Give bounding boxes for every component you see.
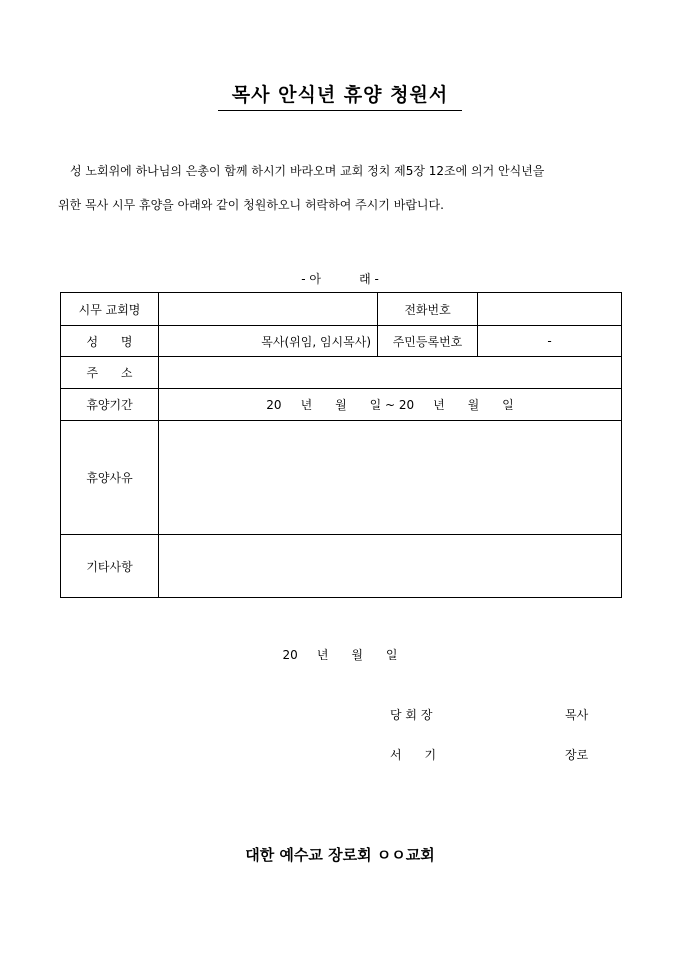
clerk-label: 서 기 (390, 748, 437, 762)
resident-number-label: 주민등록번호 (378, 326, 478, 357)
moderator-title: 목사 (565, 708, 589, 722)
form-row-church (61, 293, 622, 326)
resident-number-field[interactable]: - (478, 326, 622, 357)
moderator-label: 당 회 장 (390, 708, 433, 722)
intro-paragraph-line2: 위한 목사 시무 휴양을 아래와 같이 청원하오니 허락하여 주시기 바랍니다. (58, 198, 444, 212)
address-label: 주 소 (61, 357, 159, 389)
period-label: 휴양기간 (61, 389, 159, 421)
form-row-address (61, 357, 622, 389)
form-row-name (61, 326, 622, 357)
subheading: - 아 래 - (301, 272, 379, 286)
intro-paragraph-line1: 성 노회위에 하나님의 은총이 함께 하시기 바라오며 교회 정치 제5장 12조에 의거 안식년을 (70, 164, 545, 178)
address-field[interactable] (159, 357, 622, 389)
other-label: 기타사항 (61, 535, 159, 598)
clerk-title: 장로 (565, 748, 589, 762)
church-field[interactable] (159, 293, 378, 326)
form-row-reason (61, 421, 622, 535)
name-field[interactable]: 목사(위임, 임시목사) (159, 326, 378, 357)
church-name-footer: 대한 예수교 장로회 ㅇㅇ교회 (245, 846, 435, 864)
form-row-other (61, 535, 622, 598)
period-field[interactable]: 20 년 월 일 ~ 20 년 월 일 (159, 389, 622, 421)
name-label: 성 명 (61, 326, 159, 357)
form-row-period (61, 389, 622, 421)
application-form-table (60, 292, 622, 598)
document-title: 목사 안식년 휴양 청원서 (218, 80, 462, 111)
reason-field[interactable] (159, 421, 622, 535)
reason-label: 휴양사유 (61, 421, 159, 535)
phone-field[interactable] (478, 293, 622, 326)
application-date: 20 년 월 일 (282, 648, 398, 662)
phone-label: 전화번호 (378, 293, 478, 326)
document-title-wrap (0, 80, 680, 111)
church-label: 시무 교회명 (61, 293, 159, 326)
other-field[interactable] (159, 535, 622, 598)
